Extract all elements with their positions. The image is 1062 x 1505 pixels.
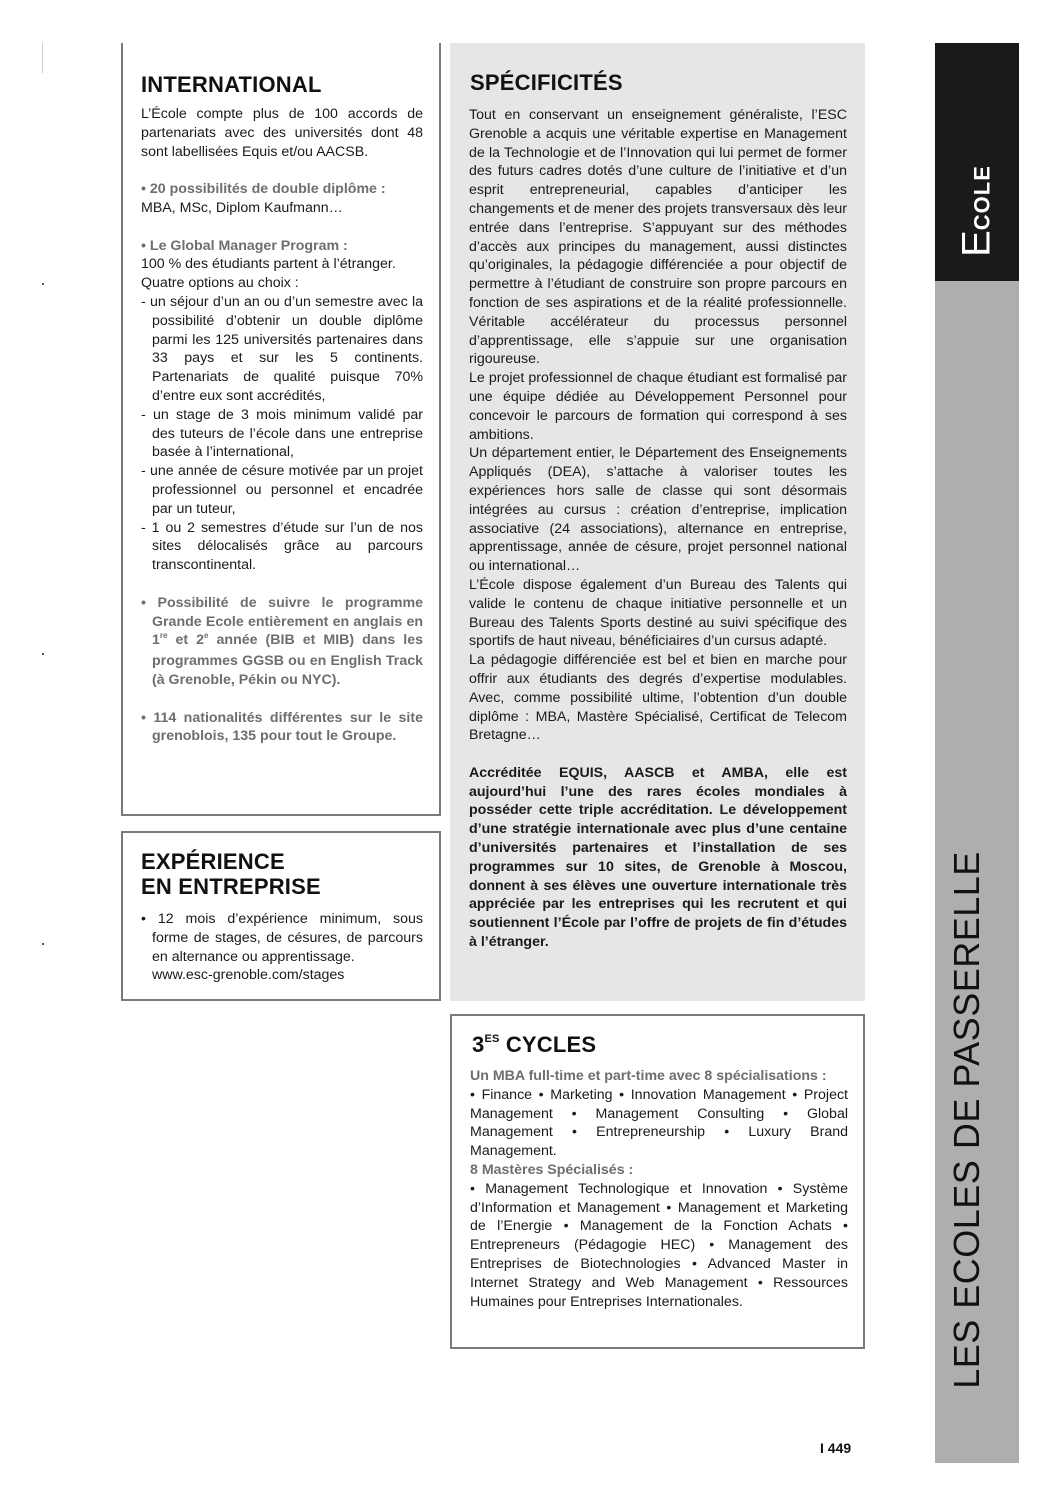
experience-title: EXPÉRIENCE EN ENTREPRISE — [141, 849, 321, 899]
margin-dot — [42, 283, 44, 285]
experience-url: www.esc-grenoble.com/stages — [152, 967, 345, 984]
international-title: INTERNATIONAL — [141, 72, 322, 97]
ms-label: 8 Mastères Spécialisés : — [470, 1161, 634, 1178]
double-degree-item — [141, 180, 423, 218]
mba-label: Un MBA full-time et part-time avec 8 spécialisations : — [470, 1068, 827, 1084]
specificites-paragraph: Le projet professionnel de chaque étudiant est formalisé par une équipe dédiée au Développement Personnel pour concevoir le parcours de formation qui correspond à ses ambitions. — [469, 370, 847, 443]
option-item: - un stage de 3 mois minimum validé par des tuteurs de l’école dans une entreprise basée à l’international, — [141, 406, 423, 461]
cycles-section — [450, 1014, 865, 1349]
mba-items: • Finance • Marketing • Innovation Management • Project Management • Management Consulting • Global Management • Entrepreneurship • Luxury Brand Management. — [470, 1086, 848, 1160]
accreditation-paragraph: Accréditée EQUIS, AASCB et AMBA, elle est aujourd’hui l’une des rares écoles mondiales à posséder cette triple accréditation. Le développement d’une stratégie internationale avec plus d’une centaine d’universités partenaires et l’installation de ses programmes sur 10 sites, de Grenoble à Moscou, donnent à ses élèves une ouverture internationale très appréciée par les entreprises qui les recrutent et qui soutiennent l’École par l’offre de projets de fin d’études à l’étranger. — [469, 764, 847, 951]
nationalities-item: • 114 nationalités différentes sur le site grenoblois, 135 pour tout le Groupe. — [141, 709, 423, 745]
margin-rule — [42, 43, 43, 73]
specificites-paragraph: La pédagogie différenciée est bel et bien en marche pour offrir aux étudiants des degrés d’expertise modulables. Avec, comme possibilité ultime, l’obtention d’un double diplôme : MBA, Mastère Spécialisé, Certificat de Telecom Bretagne… — [469, 652, 847, 744]
experience-body — [141, 910, 423, 985]
cycles-body — [470, 1067, 848, 1311]
ms-items: • Management Technologique et Innovation • Système d’Information et Management • Management et Marketing de l’Energie • Management de la Fonction Achats • Entrepreneurs (Pédagogie HEC) • Management des Entreprises de Biotechnologies • Advanced Master in Internet Strategy and Web Management • Ressources Humaines pour Entreprises Internationales. — [470, 1180, 848, 1310]
double-degree-label: • 20 possibilités de double diplôme : — [141, 181, 386, 198]
international-body — [141, 105, 423, 746]
sidebar-tab — [935, 43, 1019, 281]
double-degree-text: MBA, MSc, Diplom Kaufmann… — [141, 199, 343, 216]
global-manager-item — [141, 237, 423, 293]
section-label: LES ECOLES DE PASSERELLE — [946, 851, 987, 1389]
global-manager-label: • Le Global Manager Program : — [141, 237, 348, 254]
specificites-paragraph: Tout en conservant un enseignement généraliste, l’ESC Grenoble a acquis une véritable expertise en Management de la Technologie et de l’Innovation qui lui permet de former des futurs cadres dotés d’une culture de l’initiative et d’un esprit entrepreneurial, capables d’anticiper les changements et de mener des projets transversaux dès leur entrée dans l’entreprise. S’appuyant sur des méthodes d’accès aux principes du management, aussi distinctes qu’originales, la pédagogie différenciée a pour objectif de permettre à l’étudiant de construire son propre parcours en fonction de ses aspirations et de la réalité professionnelle. Véritable accélérateur du processus personnel d’apprentissage, elle s’appuie sur une organisation rigoureuse. — [469, 107, 847, 368]
cycles-title: $3^{ES}$ CYCLES — [472, 1032, 597, 1057]
option-item: - un séjour d’un an ou d’un semestre avec la possibilité d’obtenir un double diplôme parmi les 125 universités partenaires dans 33 pays et sur les 5 continents. Partenariats de qualité puisque 70% d’entre eux sont accrédités, — [141, 293, 423, 404]
ecole-label: ECOLE — [954, 165, 999, 257]
option-item: - 1 ou 2 semestres d’étude sur l’un de nos sites délocalisés grâce au parcours transcontinental. — [141, 519, 423, 574]
specificites-title: SPÉCIFICITÉS — [470, 70, 623, 95]
global-manager-text-2: Quatre options au choix : — [141, 275, 299, 292]
experience-item: • 12 mois d’expérience minimum, sous forme de stages, de césures, de parcours en alternance ou apprentissage. www.esc-grenoble.com/stages — [141, 911, 423, 984]
specificites-section — [450, 43, 865, 1001]
experience-section — [121, 831, 441, 1001]
international-intro: L’École compte plus de 100 accords de partenariats avec des universités dont 48 sont labellisées Equis et/ou AACSB. — [141, 106, 423, 160]
page-number: I 449 — [820, 1440, 852, 1456]
specificites-paragraph: L’École dispose également d’un Bureau des Talents qui valide le contenu de chaque initiative personnelle et un Bureau des Talents Sports destiné au suivi spécifique des sportifs de haut niveau, bénéficiaires d’un cursus adapté. — [469, 576, 847, 650]
english-program-item: • Possibilité de suivre le programme Grande Ecole entièrement en anglais en 1re et 2e année (BIB et MIB) dans les programmes GGSB ou en English Track (à Grenoble, Pékin ou NYC). — [141, 594, 424, 688]
international-section — [121, 43, 441, 816]
margin-dot — [42, 653, 44, 655]
option-item: - une année de césure motivée par un projet professionnel ou personnel et encadrée par un tuteur, — [141, 463, 423, 517]
global-manager-text-1: 100 % des étudiants partent à l’étranger. — [141, 256, 396, 273]
margin-dot — [42, 943, 44, 945]
specificites-body — [469, 106, 847, 952]
specificites-paragraph: Un département entier, le Département des Enseignements Appliqués (DEA), s’attache à valoriser toutes les expériences hors salle de classe qui sont désormais intégrées au cursus : création d’entreprise, implication associative (24 associations), alternance en entreprise, apprentissage, année de césure, projet personnel national ou international… — [469, 445, 847, 575]
